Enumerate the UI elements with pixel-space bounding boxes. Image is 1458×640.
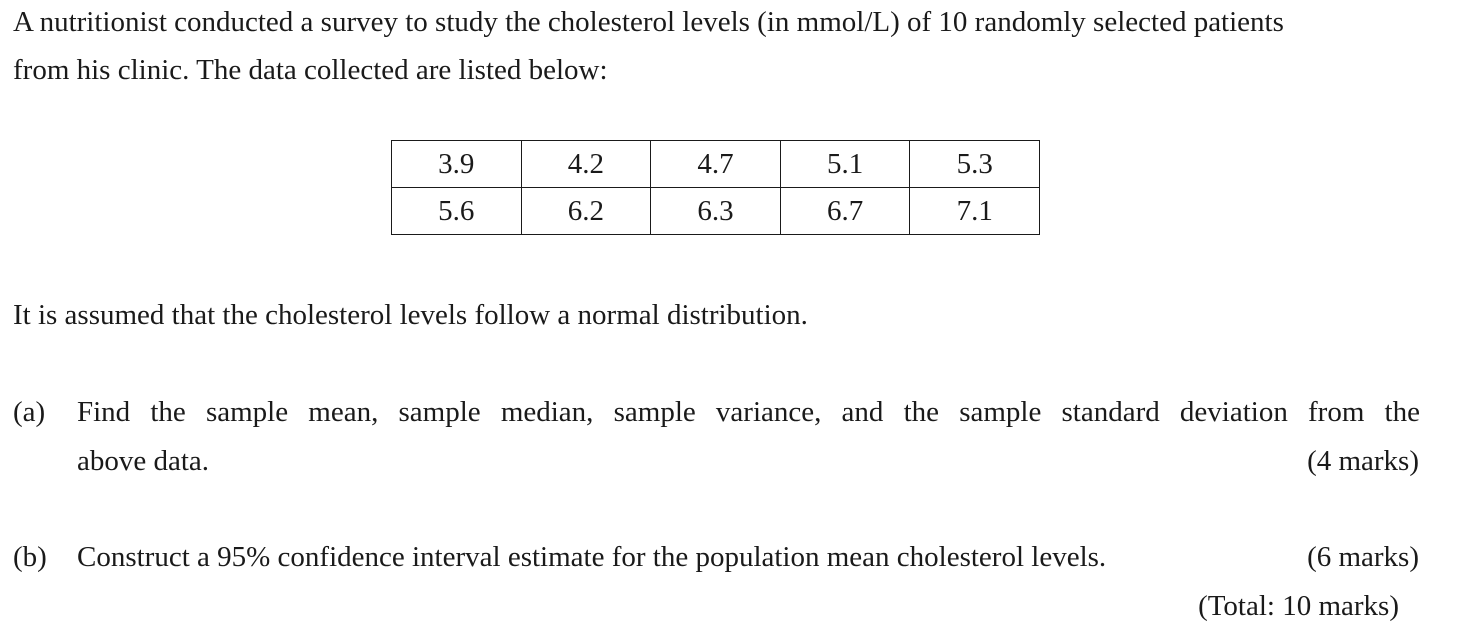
part-a-marks: (4 marks) xyxy=(1307,445,1419,477)
table-cell: 6.2 xyxy=(521,188,651,235)
table-cell: 5.6 xyxy=(392,188,522,235)
table-cell: 6.3 xyxy=(651,188,781,235)
table-row xyxy=(392,141,1040,188)
part-a-label: (a) xyxy=(13,396,46,428)
table-cell: 4.7 xyxy=(651,141,781,188)
table-row xyxy=(392,188,1040,235)
intro-line-2: from his clinic. The data collected are listed below: xyxy=(13,54,608,86)
assumption-text: It is assumed that the cholesterol levels follow a normal distribution. xyxy=(13,299,808,331)
part-a-line-1: Find the sample mean, sample median, sample variance, and the sample standard deviation from the xyxy=(77,396,1420,428)
part-b-text: Construct a 95% confidence interval estimate for the population mean cholesterol levels. xyxy=(77,541,1107,573)
table-cell: 3.9 xyxy=(392,141,522,188)
table-cell: 7.1 xyxy=(910,188,1040,235)
part-b-label: (b) xyxy=(13,541,47,573)
part-b-marks: (6 marks) xyxy=(1307,541,1419,573)
cholesterol-data-table xyxy=(391,140,1040,235)
table-cell: 4.2 xyxy=(521,141,651,188)
table-cell: 5.3 xyxy=(910,141,1040,188)
total-marks: (Total: 10 marks) xyxy=(1198,590,1399,622)
intro-line-1: A nutritionist conducted a survey to study the cholesterol levels (in mmol/L) of 10 randomly selected patients xyxy=(13,6,1284,38)
table-cell: 5.1 xyxy=(780,141,910,188)
table-cell: 6.7 xyxy=(780,188,910,235)
part-a-line-2: above data. xyxy=(77,445,210,477)
